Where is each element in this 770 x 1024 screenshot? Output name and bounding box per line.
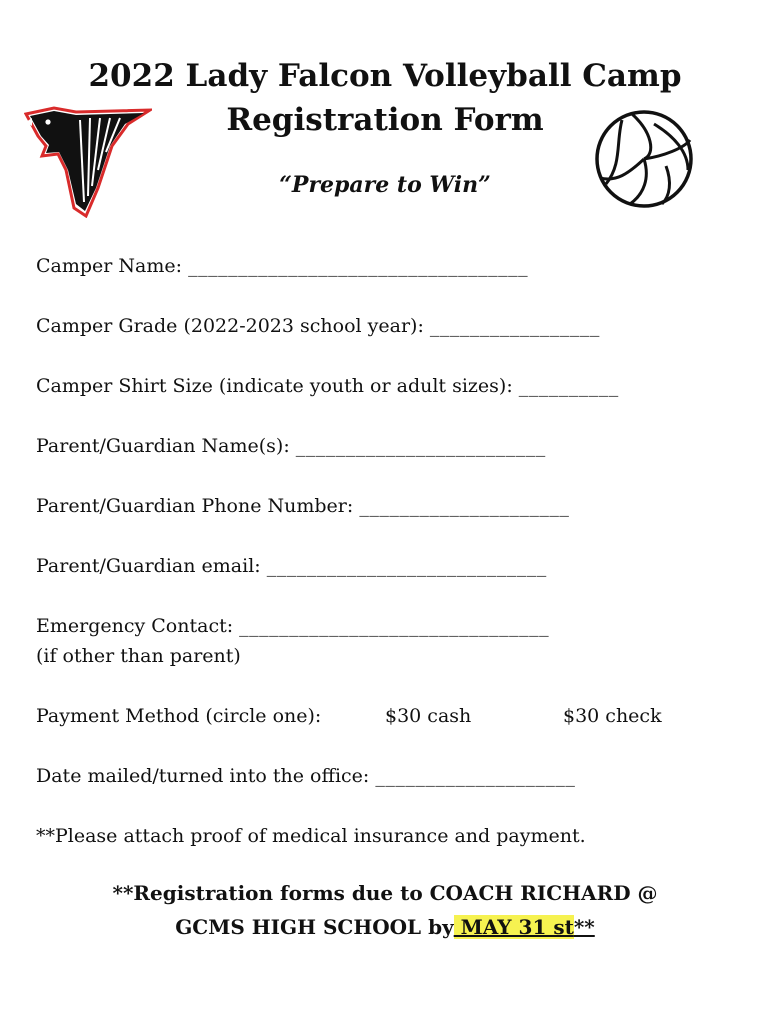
deadline-highlight: MAY 31 st xyxy=(453,915,574,939)
form-title-line2: Registration Form xyxy=(226,102,544,138)
payment-option-check[interactable]: $30 check xyxy=(563,705,662,727)
field-guardian-email xyxy=(36,551,736,581)
date-mailed-blank[interactable]: ____________________ xyxy=(375,765,576,787)
footer-prefix: GCMS HIGH SCHOOL by xyxy=(175,915,454,939)
emergency-contact-note: (if other than parent) xyxy=(36,645,241,667)
footer-suffix: ** xyxy=(573,915,595,939)
field-label: Parent/Guardian Phone Number: xyxy=(36,495,354,517)
payment-option-cash[interactable]: $30 cash xyxy=(385,705,472,727)
guardian-email-blank[interactable]: ____________________________ xyxy=(266,555,547,577)
field-date-mailed xyxy=(36,761,736,791)
field-label: Camper Shirt Size (indicate youth or adult sizes): xyxy=(36,375,513,397)
field-label: Emergency Contact: xyxy=(36,615,234,637)
shirt-size-blank[interactable]: __________ xyxy=(518,375,619,397)
form-title-line1: 2022 Lady Falcon Volleyball Camp xyxy=(88,58,682,94)
field-shirt-size xyxy=(36,371,736,401)
emergency-contact-blank[interactable]: _______________________________ xyxy=(239,615,550,637)
field-guardian-phone xyxy=(36,491,736,521)
guardian-phone-blank[interactable]: _____________________ xyxy=(359,495,570,517)
guardian-name-blank[interactable]: _________________________ xyxy=(295,435,546,457)
footer-line2 xyxy=(0,910,770,944)
field-label: Date mailed/turned into the office: xyxy=(36,765,370,787)
field-camper-name xyxy=(36,251,736,281)
camper-grade-blank[interactable]: _________________ xyxy=(429,315,600,337)
footer-line1: **Registration forms due to COACH RICHARD @ xyxy=(112,881,658,905)
field-label: Camper Grade (2022-2023 school year): xyxy=(36,315,424,337)
field-camper-grade xyxy=(36,311,736,341)
field-label: Camper Name: xyxy=(36,255,183,277)
field-label: Parent/Guardian Name(s): xyxy=(36,435,290,457)
field-label: Parent/Guardian email: xyxy=(36,555,261,577)
insurance-note: **Please attach proof of medical insurance and payment. xyxy=(36,825,586,847)
tagline: “Prepare to Win” xyxy=(279,172,491,198)
field-guardian-name xyxy=(36,431,736,461)
field-emergency-contact xyxy=(36,611,736,641)
payment-method-label: Payment Method (circle one): xyxy=(36,705,322,727)
camper-name-blank[interactable]: __________________________________ xyxy=(188,255,529,277)
